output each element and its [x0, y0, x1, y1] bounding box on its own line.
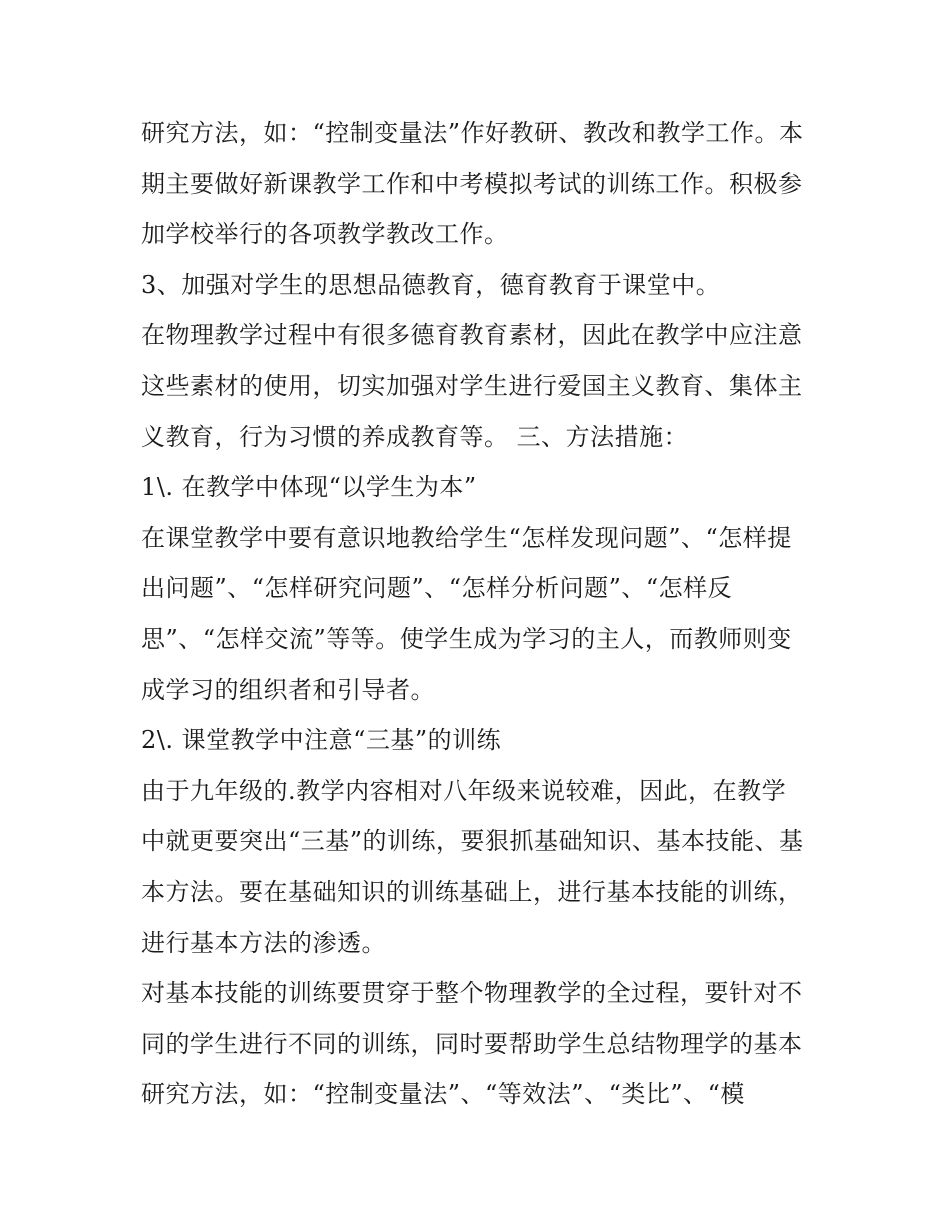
text-line: 在课堂教学中要有意识地教给学生“怎样发现问题”、“怎样提: [141, 523, 792, 552]
section-heading: 1\. 在教学中体现“以学生为本”: [141, 473, 477, 502]
text-line: 研究方法，如：“控制变量法”作好教研、教改和教学工作。本: [141, 119, 804, 147]
text-line: 同的学生进行不同的训练，同时要帮助学生总结物理学的基本: [141, 1029, 803, 1058]
text-line: 本方法。要在基础知识的训练基础上，进行基本技能的训练，: [141, 877, 803, 906]
text-line: 研究方法，如：“控制变量法”、“等效法”、“类比”、“模: [141, 1080, 745, 1109]
text-line: 义教育，行为习惯的养成教育等。 三、方法措施：: [141, 422, 689, 451]
section-heading: 3、加强对学生的思想品德教育，德育教育于课堂中。: [141, 270, 721, 299]
text-line: 思”、“怎样交流”等等。使学生成为学习的主人，而教师则变: [141, 624, 792, 653]
text-line: 成学习的组织者和引导者。: [141, 675, 435, 704]
text-line: 进行基本方法的渗透。: [141, 928, 386, 957]
section-heading: 2\. 课堂教学中注意“三基”的训练: [141, 726, 502, 755]
text-line: 加学校举行的各项教学教改工作。: [141, 220, 509, 249]
document-body: [141, 108, 821, 1120]
text-line: 期主要做好新课教学工作和中考模拟考试的训练工作。积极参: [141, 169, 803, 198]
text-line: 中就更要突出“三基”的训练，要狠抓基础知识、基本技能、基: [141, 827, 804, 856]
text-line: 出问题”、“怎样研究问题”、“怎样分析问题”、“怎样反: [141, 574, 733, 603]
text-line: 由于九年级的.教学内容相对八年级来说较难，因此，在教学: [141, 776, 787, 805]
text-line: 在物理教学过程中有很多德育教育素材，因此在教学中应注意: [141, 321, 803, 350]
text-line: 对基本技能的训练要贯穿于整个物理教学的全过程，要针对不: [141, 979, 803, 1008]
text-line: 这些素材的使用，切实加强对学生进行爱国主义教育、集体主: [141, 371, 803, 400]
